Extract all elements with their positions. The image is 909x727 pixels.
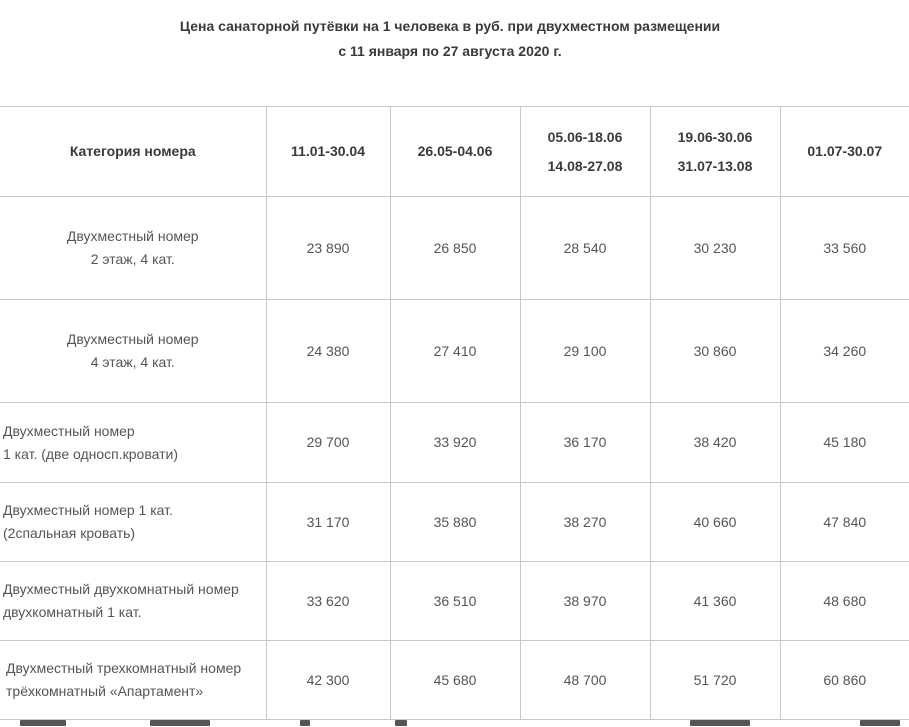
period-header xyxy=(650,107,780,197)
table-row xyxy=(0,300,909,403)
table-header-row xyxy=(0,107,909,197)
title-line-2: с 11 января по 27 августа 2020 г. xyxy=(338,43,562,59)
price-cell: 38 420 xyxy=(650,403,780,483)
period-header-line: 26.05-04.06 xyxy=(417,143,493,159)
price-cell: 51 720 xyxy=(650,641,780,720)
price-cell: 29 100 xyxy=(520,300,650,403)
table-row xyxy=(0,641,909,720)
period-header-line: 14.08-27.08 xyxy=(547,157,623,174)
room-category xyxy=(0,641,266,720)
price-cell: 24 380 xyxy=(266,300,390,403)
period-header xyxy=(266,107,390,197)
price-cell: 47 840 xyxy=(780,483,909,562)
category-header: Категория номера xyxy=(0,107,266,197)
room-category xyxy=(0,483,266,562)
price-cell: 30 860 xyxy=(650,300,780,403)
price-cell: 31 170 xyxy=(266,483,390,562)
room-category-line: 4 этаж, 4 кат. xyxy=(90,354,175,370)
price-cell: 30 230 xyxy=(650,197,780,300)
price-cell: 48 700 xyxy=(520,641,650,720)
room-category-line: Двухместный трехкомнатный номер xyxy=(6,660,242,676)
room-category xyxy=(0,197,266,300)
room-category-line: Двухместный номер xyxy=(3,422,135,439)
price-cell: 48 680 xyxy=(780,562,909,641)
price-cell: 35 880 xyxy=(390,483,520,562)
price-cell: 45 180 xyxy=(780,403,909,483)
price-cell: 45 680 xyxy=(390,641,520,720)
room-category xyxy=(0,562,266,641)
price-cell: 33 560 xyxy=(780,197,909,300)
room-category-line: 2 этаж, 4 кат. xyxy=(90,251,175,267)
room-category-line: двухкомнатный 1 кат. xyxy=(3,604,142,620)
price-cell: 33 620 xyxy=(266,562,390,641)
period-header-line: 19.06-30.06 xyxy=(677,128,753,145)
page-title xyxy=(0,14,900,64)
price-cell: 38 970 xyxy=(520,562,650,641)
price-cell: 41 360 xyxy=(650,562,780,641)
period-header-line: 05.06-18.06 xyxy=(547,128,623,145)
price-cell: 33 920 xyxy=(390,403,520,483)
price-cell: 34 260 xyxy=(780,300,909,403)
price-table xyxy=(0,106,909,720)
price-cell: 36 170 xyxy=(520,403,650,483)
price-cell: 60 860 xyxy=(780,641,909,720)
price-cell: 27 410 xyxy=(390,300,520,403)
period-header xyxy=(390,107,520,197)
room-category xyxy=(0,300,266,403)
price-cell: 40 660 xyxy=(650,483,780,562)
room-category-line: Двухместный двухкомнатный номер xyxy=(3,581,239,597)
price-cell: 26 850 xyxy=(390,197,520,300)
title-line-1: Цена санаторной путёвки на 1 человека в руб. при двухместном размещении xyxy=(179,18,721,34)
room-category-line: Двухместный номер xyxy=(66,331,199,347)
room-category-line: трёхкомнатный «Апартамент» xyxy=(6,683,204,699)
cropped-text-line xyxy=(0,716,909,727)
room-category-line: (2спальная кровать) xyxy=(3,525,136,541)
price-cell: 28 540 xyxy=(520,197,650,300)
period-header xyxy=(520,107,650,197)
period-header-line: 01.07-30.07 xyxy=(807,143,883,159)
room-category-line: 1 кат. (две односп.кровати) xyxy=(3,445,178,462)
price-cell: 36 510 xyxy=(390,562,520,641)
room-category xyxy=(0,403,266,483)
room-category-line: Двухместный номер 1 кат. xyxy=(3,502,173,518)
room-category-line: Двухместный номер xyxy=(66,228,199,244)
table-row xyxy=(0,562,909,641)
period-header xyxy=(780,107,909,197)
price-cell: 29 700 xyxy=(266,403,390,483)
price-cell: 38 270 xyxy=(520,483,650,562)
table-row xyxy=(0,483,909,562)
table-row xyxy=(0,403,909,483)
table-row xyxy=(0,197,909,300)
price-cell: 23 890 xyxy=(266,197,390,300)
price-cell: 42 300 xyxy=(266,641,390,720)
period-header-line: 11.01-30.04 xyxy=(291,143,365,159)
period-header-line: 31.07-13.08 xyxy=(677,157,753,174)
